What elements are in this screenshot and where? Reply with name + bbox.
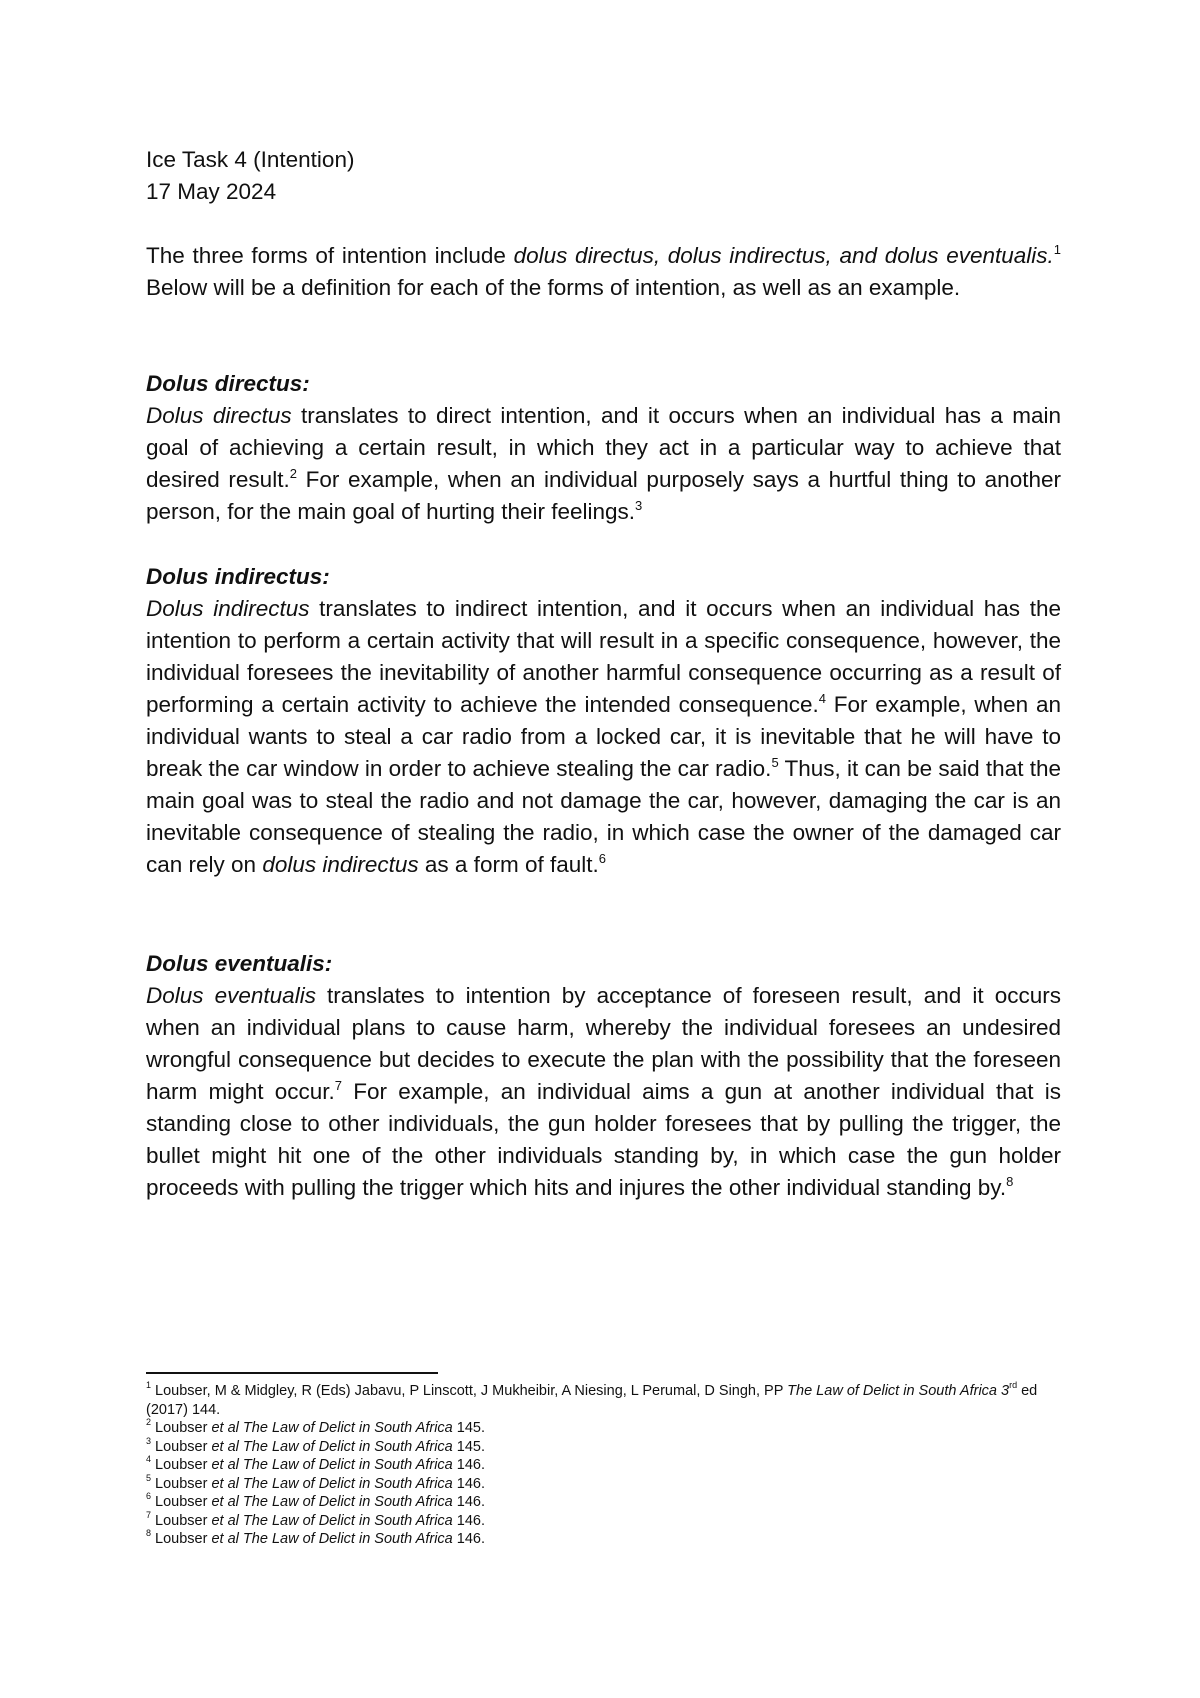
book-title: The Law of Delict in South Africa xyxy=(238,1420,453,1436)
footnote-5 xyxy=(146,1472,1076,1494)
edition-number: 3 xyxy=(996,1383,1010,1399)
et-al: et al xyxy=(211,1457,239,1473)
footnote-text: Loubser, M & Midgley, R (Eds) Jabavu, P Linscott, J Mukheibir, A Niesing, L Perumal, D Singh, PP xyxy=(151,1383,788,1399)
footnote-ref: 6 xyxy=(598,850,606,866)
text-run: Thus, it can be said that the main goal was to steal the radio and not damage the car, however, damaging the car is an inevitable consequence of stealing the radio, in which case the owner of the damaged car can rely on xyxy=(146,756,1061,877)
footnote-ref: 4 xyxy=(818,690,826,706)
intro-forms: dolus directus, dolus indirectus, and dolus eventualis. xyxy=(513,243,1054,268)
text-run: translates to intention by acceptance of foreseen result, and it occurs when an individual plans to cause harm, whereby the individual foresees an undesired wrongful consequence but decides to execute the plan with the possibility that the foreseen harm might occur. xyxy=(146,983,1061,1104)
footnote-2 xyxy=(146,1419,1076,1438)
document-title: Ice Task 4 (Intention) xyxy=(146,147,355,172)
footnote-number: 1 xyxy=(146,1380,152,1391)
footnote-number: 2 xyxy=(146,1417,152,1428)
footnote-page: 146. xyxy=(452,1494,485,1510)
section-paragraph xyxy=(146,400,1061,528)
footnote-number: 5 xyxy=(146,1472,152,1483)
footnote-author: Loubser xyxy=(151,1512,212,1529)
footnote-page: 146. xyxy=(452,1457,485,1473)
footnote-ref: 1 xyxy=(1053,241,1061,257)
et-al: et al xyxy=(211,1494,239,1510)
footnote-6 xyxy=(146,1493,1076,1512)
section-paragraph xyxy=(146,980,1061,1204)
book-title: The Law of Delict in South Africa xyxy=(238,1512,453,1529)
edition-suffix: rd xyxy=(1009,1380,1018,1391)
book-title: The Law of Delict in South Africa xyxy=(787,1383,997,1399)
footnote-separator xyxy=(146,1372,438,1374)
book-title: The Law of Delict in South Africa xyxy=(238,1438,453,1455)
section-paragraph xyxy=(146,593,1061,881)
et-al: et al xyxy=(211,1531,239,1547)
book-title: The Law of Delict in South Africa xyxy=(238,1475,453,1492)
section-dolus-directus xyxy=(146,368,1061,528)
text-run: For example, when an individual wants to steal a car radio from a locked car, it is inevitable that he will have to break the car window in order to achieve stealing the car radio. xyxy=(146,692,1061,781)
book-title: The Law of Delict in South Africa xyxy=(238,1457,453,1473)
footnote-author: Loubser xyxy=(151,1438,212,1455)
section-heading: Dolus indirectus: xyxy=(146,564,330,589)
et-al: et al xyxy=(211,1438,239,1455)
footnote-number: 8 xyxy=(146,1528,152,1539)
text-run: For example, an individual aims a gun at another individual that is standing close to other individuals, the gun holder foresees that by pulling the trigger, the bullet might hit one of the other individuals standing by, in which case the gun holder proceeds with pulling the trigger which hits and injures the other individual standing by. xyxy=(146,1079,1061,1200)
footnotes xyxy=(146,1382,1076,1549)
footnote-author: Loubser xyxy=(151,1420,212,1436)
term: dolus indirectus xyxy=(262,852,419,877)
footnote-number: 3 xyxy=(146,1435,152,1446)
text-run: translates to indirect intention, and it occurs when an individual has the intention to perform a certain activity that will result in a specific consequence, however, the individual foresees the inevitability of another harmful consequence occurring as a result of performing a certain activity to achieve the intended consequence. xyxy=(146,596,1061,717)
book-title: The Law of Delict in South Africa xyxy=(238,1531,453,1547)
section-heading: Dolus directus: xyxy=(146,371,310,396)
et-al: et al xyxy=(211,1420,239,1436)
et-al: et al xyxy=(211,1512,239,1529)
footnote-text: ed (2017) 144. xyxy=(146,1383,1038,1418)
footnote-page: 146. xyxy=(452,1512,485,1529)
footnote-ref: 3 xyxy=(635,497,643,513)
term: Dolus directus xyxy=(146,403,292,428)
footnote-3 xyxy=(146,1435,1076,1457)
footnote-author: Loubser xyxy=(151,1475,212,1492)
footnote-page: 145. xyxy=(452,1438,485,1455)
text-run: translates to direct intention, and it occurs when an individual has a main goal of achieving a certain result, in which they act in a particular way to achieve that desired result. xyxy=(146,403,1061,492)
footnote-author: Loubser xyxy=(151,1457,212,1473)
footnote-1 xyxy=(146,1382,1076,1419)
footnote-8 xyxy=(146,1530,1076,1549)
footnote-page: 146. xyxy=(452,1531,485,1547)
text-run: as a form of fault. xyxy=(418,852,599,877)
text-run: For example, when an individual purposely says a hurtful thing to another person, for the main goal of hurting their feelings. xyxy=(146,467,1061,524)
footnote-4 xyxy=(146,1456,1076,1475)
footnote-7 xyxy=(146,1509,1076,1531)
footnote-number: 4 xyxy=(146,1454,152,1465)
footnote-ref: 5 xyxy=(771,754,779,770)
footnote-number: 7 xyxy=(146,1509,152,1520)
footnote-number: 6 xyxy=(146,1491,152,1502)
footnote-ref: 2 xyxy=(289,465,297,481)
footnote-page: 145. xyxy=(452,1420,485,1436)
footnote-author: Loubser xyxy=(151,1494,212,1510)
intro-text-1: The three forms of intention include xyxy=(146,243,514,268)
footnote-page: 146. xyxy=(452,1475,485,1492)
intro-text-2: Below will be a definition for each of the forms of intention, as well as an example. xyxy=(146,275,961,300)
document-header xyxy=(146,144,1061,208)
section-dolus-eventualis xyxy=(146,948,1061,1204)
footnote-author: Loubser xyxy=(151,1531,212,1547)
book-title: The Law of Delict in South Africa xyxy=(238,1494,453,1510)
footnote-ref: 8 xyxy=(1006,1173,1014,1189)
footnote-ref: 7 xyxy=(334,1077,343,1093)
et-al: et al xyxy=(211,1475,239,1492)
document-date: 17 May 2024 xyxy=(146,179,277,204)
intro-paragraph xyxy=(146,240,1061,304)
intro-section xyxy=(146,240,1061,304)
section-heading: Dolus eventualis: xyxy=(146,951,333,976)
term: Dolus indirectus xyxy=(146,596,310,621)
section-dolus-indirectus xyxy=(146,561,1061,881)
term: Dolus eventualis xyxy=(146,983,316,1008)
